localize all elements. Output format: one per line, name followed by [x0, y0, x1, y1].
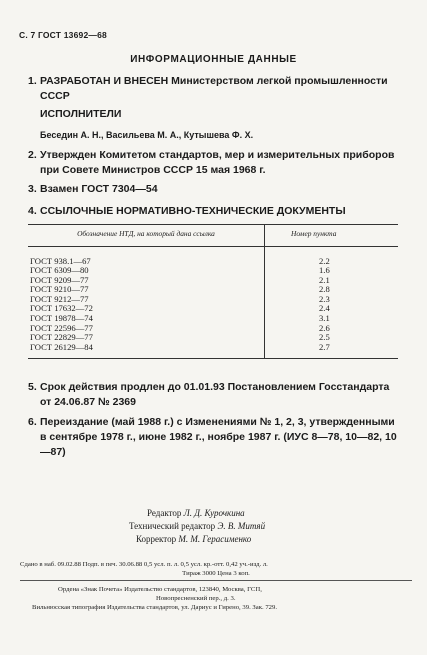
- editor-label: Редактор: [147, 508, 182, 518]
- item-number-cell: 2.1: [319, 274, 330, 285]
- print-info-line: Сдано в наб. 09.02.88 Подп. в печ. 30.06.88 0,5 усл. п. л. 0,5 усл. кр.-отт. 0,42 уч.-изд. л.: [20, 561, 268, 568]
- technical-editor-label: Технический редактор: [129, 521, 216, 531]
- corrector-name: М. М. Герасименко: [178, 534, 252, 544]
- divider: [20, 580, 412, 581]
- technical-editor-line: [129, 520, 265, 533]
- item-number-cell: 2.4: [319, 303, 330, 314]
- performers-label: ИСПОЛНИТЕЛИ: [40, 108, 122, 120]
- print-run-line: Тираж 3000 Цена 3 коп.: [182, 570, 250, 577]
- item-number-cell: 2.5: [319, 332, 330, 343]
- editor-line: [129, 507, 265, 520]
- publisher-info: [20, 585, 412, 612]
- item-number-cell: 2.2: [319, 255, 330, 266]
- editor-name: Л. Д. Курочкина: [183, 508, 245, 518]
- document-cell: ГОСТ 19878—74: [28, 314, 265, 324]
- table-row: [28, 246, 398, 266]
- item-2-text: Утвержден Комитетом стандартов, мер и измерительных приборов при Совете Министров СССР 15 мая 1968 г.: [40, 149, 395, 176]
- item-4: [28, 204, 403, 219]
- item-6: [28, 415, 403, 460]
- item-number-cell: 2.8: [319, 284, 330, 295]
- technical-editor-name: Э. В. Митяй: [217, 521, 266, 531]
- item-5: [28, 380, 403, 410]
- item-5-number: 5.: [28, 381, 37, 393]
- page-header: С. 7 ГОСТ 13692—68: [19, 30, 107, 40]
- item-number-cell: 2.6: [319, 322, 330, 333]
- item-number-cell: 3.1: [319, 313, 330, 324]
- document-cell: ГОСТ 17632—72: [28, 304, 265, 314]
- publisher-line: Ордена «Знак Почета» Издательство стандартов, 123840, Москва, ГСП,: [58, 586, 262, 593]
- print-info: [20, 560, 412, 578]
- table-header-row: [28, 225, 398, 247]
- document-cell: ГОСТ 9212—77: [28, 295, 265, 305]
- table-row: [28, 343, 398, 359]
- item-1-number: 1.: [28, 75, 37, 87]
- document-cell: ГОСТ 26129—84: [28, 343, 265, 359]
- item-3: [28, 182, 403, 197]
- column-header-item-number: Номер пункта: [265, 225, 399, 247]
- document-cell: ГОСТ 9209—77: [28, 276, 265, 286]
- reference-documents-table: [28, 224, 398, 359]
- column-header-document: Обозначение НТД, на который дана ссылка: [28, 225, 265, 247]
- corrector-label: Корректор: [136, 534, 177, 544]
- item-4-text: ССЫЛОЧНЫЕ НОРМАТИВНО-ТЕХНИЧЕСКИЕ ДОКУМЕНТЫ: [40, 205, 346, 217]
- document-cell: ГОСТ 938.1—67: [28, 246, 265, 266]
- item-1-text: РАЗРАБОТАН И ВНЕСЕН Министерством легкой промышленности СССР: [40, 75, 388, 102]
- item-3-text: Взамен ГОСТ 7304—54: [40, 183, 158, 195]
- document-cell: ГОСТ 22596—77: [28, 324, 265, 334]
- item-2: [28, 148, 403, 178]
- item-number-cell: 2.7: [265, 343, 399, 359]
- corrector-line: [129, 533, 265, 546]
- item-1: [28, 74, 403, 104]
- item-6-text: Переиздание (май 1988 г.) с Изменениями № 1, 2, 3, утвержденными в сентябре 1978 г., июне 1982 г., ноябре 1987 г. (ИУС 8—78, 10—82, 10—87): [40, 416, 397, 458]
- document-cell: ГОСТ 9210—77: [28, 285, 265, 295]
- editorial-credits: [129, 507, 265, 546]
- publisher-address-line: Новопресненский пер., д. 3.: [156, 595, 236, 602]
- item-number-cell: 1.6: [319, 265, 330, 276]
- item-3-number: 3.: [28, 183, 37, 195]
- item-5-text: Срок действия продлен до 01.01.93 Постановлением Госстандарта от 24.06.87 № 2369: [40, 381, 390, 408]
- section-title: ИНФОРМАЦИОННЫЕ ДАННЫЕ: [130, 54, 297, 65]
- item-6-number: 6.: [28, 416, 37, 428]
- document-cell: ГОСТ 22829—77: [28, 333, 265, 343]
- item-4-number: 4.: [28, 205, 37, 217]
- item-2-number: 2.: [28, 149, 37, 161]
- item-number-cell: 2.3: [319, 293, 330, 304]
- document-cell: ГОСТ 6309—80: [28, 266, 265, 276]
- printer-line: Вильнюсская типография Издательства стандартов, ул. Дариус и Гирено, 39. Зак. 729.: [32, 604, 278, 611]
- performers-names: Беседин А. Н., Васильева М. А., Кутышева Ф. Х.: [40, 130, 254, 140]
